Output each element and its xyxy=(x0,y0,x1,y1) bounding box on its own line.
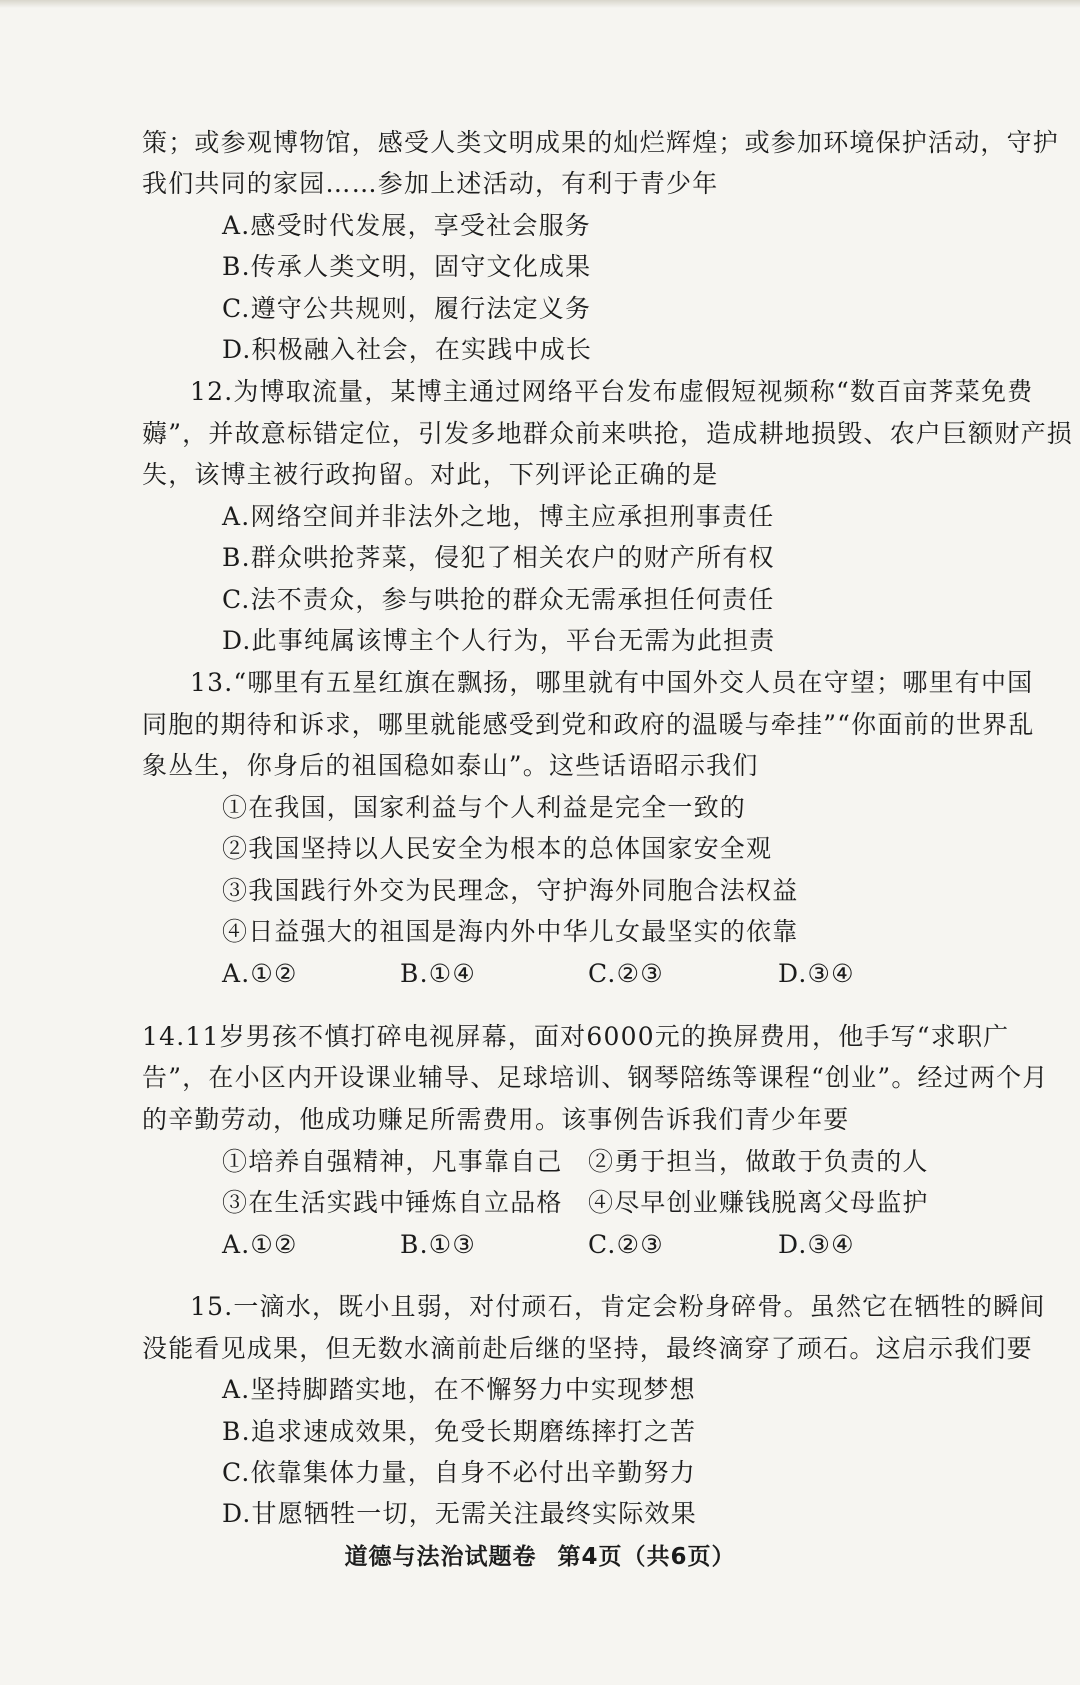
q14-statement-4: ④尽早创业赚钱脱离父母监护 xyxy=(588,1188,929,1217)
q14-choice-b: B.①③ xyxy=(400,1230,476,1259)
q14-stem-line-2: 告”，在小区内开设课业辅导、足球培训、钢琴陪练等课程“创业”。经过两个月 xyxy=(142,1063,1049,1092)
q12-stem-line-3: 失，该博主被行政拘留。对此，下列评论正确的是 xyxy=(142,460,719,489)
page-footer xyxy=(0,1538,1080,1571)
exam-title: 道德与法治试题卷 xyxy=(344,1544,537,1570)
q14-statement-3: ③在生活实践中锤炼自立品格 xyxy=(222,1188,563,1217)
q12-stem-line-2: 薅”，并故意标错定位，引发多地群众前来哄抢，造成耕地损毁、农户巨额财产损 xyxy=(142,419,1073,448)
q13-stem-line-2: 同胞的期待和诉求，哪里就能感受到党和政府的温暖与牵挂”“你面前的世界乱 xyxy=(142,710,1035,739)
q13-choice-d: D.③④ xyxy=(778,959,855,988)
page-number: 第4页（共6页） xyxy=(557,1544,736,1570)
q14-choice-a: A.①② xyxy=(222,1230,298,1259)
q12-stem-line-1: 12.为博取流量，某博主通过网络平台发布虚假短视频称“数百亩荠菜免费 xyxy=(190,377,1034,406)
q14-stem-line-3: 的辛勤劳动，他成功赚足所需费用。该事例告诉我们青少年要 xyxy=(142,1105,850,1134)
q13-choice-b: B.①④ xyxy=(400,959,476,988)
q11-option-d: D.积极融入社会，在实践中成长 xyxy=(222,335,593,364)
q14-stem-line-1: 14.11岁男孩不慎打碎电视屏幕，面对6000元的换屏费用，他手写“求职广 xyxy=(142,1022,1010,1051)
q12-option-b: B.群众哄抢荠菜，侵犯了相关农户的财产所有权 xyxy=(222,543,775,572)
q11-option-c: C.遵守公共规则，履行法定义务 xyxy=(222,294,592,323)
q14-choice-c: C.②③ xyxy=(588,1230,664,1259)
q14-statement-2: ②勇于担当，做敢于负责的人 xyxy=(588,1147,929,1176)
q13-stem-line-3: 象丛生，你身后的祖国稳如泰山”。这些话语昭示我们 xyxy=(142,751,759,780)
q11-option-a: A.感受时代发展，享受社会服务 xyxy=(222,211,592,240)
q12-option-d: D.此事纯属该博主个人行为，平台无需为此担责 xyxy=(222,626,776,655)
q11-stem-line-2: 我们共同的家园……参加上述活动，有利于青少年 xyxy=(142,169,719,198)
q13-statement-3: ③我国践行外交为民理念，守护海外同胞合法权益 xyxy=(222,876,799,905)
q14-choice-d: D.③④ xyxy=(778,1230,855,1259)
q13-statement-2: ②我国坚持以人民安全为根本的总体国家安全观 xyxy=(222,834,773,863)
q13-statement-4: ④日益强大的祖国是海内外中华儿女最坚实的依靠 xyxy=(222,917,799,946)
q12-option-c: C.法不责众，参与哄抢的群众无需承担任何责任 xyxy=(222,585,775,614)
q13-choice-a: A.①② xyxy=(222,959,298,988)
q15-stem-line-1: 15.一滴水，既小且弱，对付顽石，肯定会粉身碎骨。虽然它在牺牲的瞬间 xyxy=(190,1292,1046,1321)
q13-choice-c: C.②③ xyxy=(588,959,664,988)
q15-option-d: D.甘愿牺牲一切，无需关注最终实际效果 xyxy=(222,1499,697,1528)
q13-statement-1: ①在我国，国家利益与个人利益是完全一致的 xyxy=(222,793,747,822)
q11-option-b: B.传承人类文明，固守文化成果 xyxy=(222,252,592,281)
q15-stem-line-2: 没能看见成果，但无数水滴前赴后继的坚持，最终滴穿了顽石。这启示我们要 xyxy=(142,1334,1033,1363)
q14-statement-1: ①培养自强精神，凡事靠自己 xyxy=(222,1147,563,1176)
q12-option-a: A.网络空间并非法外之地，博主应承担刑事责任 xyxy=(222,502,775,531)
q15-option-b: B.追求速成效果，免受长期磨练摔打之苦 xyxy=(222,1417,697,1446)
q11-stem-line-1: 策；或参观博物馆，感受人类文明成果的灿烂辉煌；或参加环境保护活动，守护 xyxy=(142,128,1060,157)
q15-option-c: C.依靠集体力量，自身不必付出辛勤努力 xyxy=(222,1458,696,1487)
q15-option-a: A.坚持脚踏实地，在不懈努力中实现梦想 xyxy=(222,1375,696,1404)
q13-stem-line-1: 13.“哪里有五星红旗在飘扬，哪里就有中国外交人员在守望；哪里有中国 xyxy=(190,668,1034,697)
